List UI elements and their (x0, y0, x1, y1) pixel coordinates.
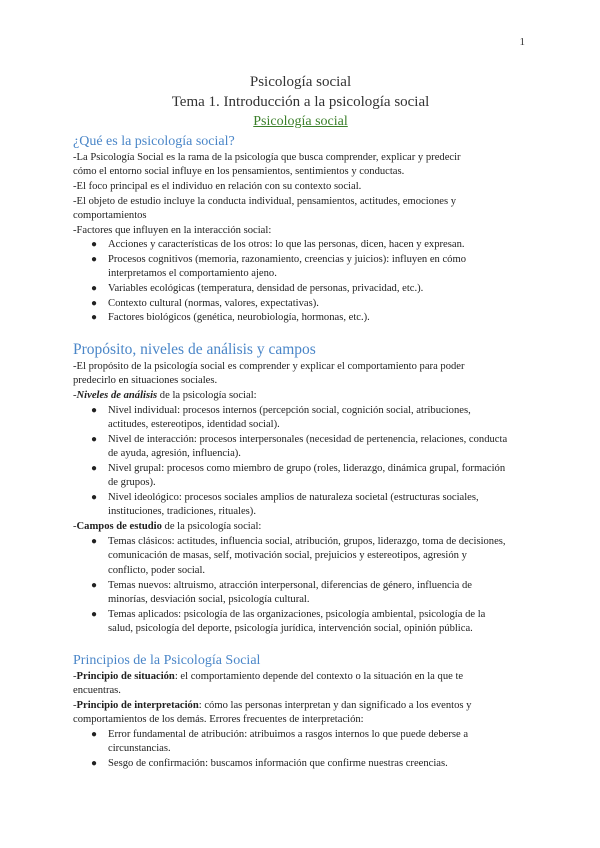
list-item: Nivel ideológico: procesos sociales amplios de naturaleza societal (estructuras sociales, (108, 492, 479, 503)
bullet-icon: ● (91, 405, 98, 416)
bullet-icon: ● (91, 312, 98, 323)
paragraph-line: -Campos de estudio de la psicología social: (73, 521, 262, 532)
list-item-cont: actitudes, estereotipos, identidad social). (108, 419, 280, 430)
paragraph-line: predecirlo en situaciones sociales. (73, 375, 218, 386)
list-item: Nivel individual: procesos internos (percepción social, cognición social, atribuciones, (108, 405, 471, 416)
list-item: Sesgo de confirmación: buscamos información que confirme nuestras creencias. (108, 758, 448, 769)
list-item-cont: de grupos). (108, 477, 156, 488)
list-item-cont: instituciones, tradiciones, rituales). (108, 506, 256, 517)
list-item: Nivel de interacción: procesos interpersonales (necesidad de pertenencia, relaciones, conducta (108, 434, 508, 445)
bullet-icon: ● (91, 298, 98, 309)
list-item: Temas clásicos: actitudes, influencia social, atribución, grupos, liderazgo, toma de decisiones, (108, 536, 506, 547)
list-item-cont: de ayuda, agresión, influencia). (108, 448, 241, 459)
paragraph-line: -El propósito de la psicología social es comprender y explicar el comportamiento para poder (73, 361, 465, 372)
list-item: Temas nuevos: altruismo, atracción interpersonal, diferencias de género, influencia de (108, 580, 473, 591)
list-item: Nivel grupal: procesos como miembro de grupo (roles, liderazgo, dinámica grupal, formación (108, 463, 506, 474)
list-item-cont: interpretamos el comportamiento ajeno. (108, 268, 277, 279)
bullet-icon: ● (91, 463, 98, 474)
list-item-cont: minorías, desviación social, psicología cultural. (108, 594, 310, 605)
bullet-icon: ● (91, 283, 98, 294)
paragraph-line: encuentras. (73, 685, 121, 696)
list-item: Error fundamental de atribución: atribuimos a rasgos internos lo que puede deberse a (108, 729, 469, 740)
heading-principios: Principios de la Psicología Social (73, 653, 261, 668)
list-item-cont: conflicto, poder social. (108, 565, 206, 576)
heading-proposito: Propósito, niveles de análisis y campos (73, 341, 316, 358)
paragraph-line: -Principio de interpretación: cómo las personas interpretan y dan significado a los eventos y (73, 700, 472, 711)
section-link-title[interactable]: Psicología social (253, 114, 348, 129)
bullet-icon: ● (91, 434, 98, 445)
page-number: 1 (519, 36, 525, 48)
list-item-cont: comunicación de masas, self, motivación social, prejuicios y estereotipos, agresión y (108, 550, 467, 561)
bullet-icon: ● (91, 729, 98, 740)
paragraph-line: -El objeto de estudio incluye la conducta individual, pensamientos, actitudes, emociones y (73, 196, 457, 207)
document-subtitle: Tema 1. Introducción a la psicología social (171, 94, 430, 110)
document-title: Psicología social (249, 74, 352, 90)
paragraph-line: -Factores que influyen en la interacción social: (73, 225, 272, 236)
paragraph-line: -El foco principal es el individuo en relación con su contexto social. (73, 181, 362, 192)
list-item: Contexto cultural (normas, valores, expectativas). (108, 298, 319, 309)
paragraph-line: comportamientos (73, 210, 147, 221)
list-item: Acciones y características de los otros: lo que las personas, dicen, hacen y expresan. (108, 239, 465, 250)
list-item: Factores biológicos (genética, neurobiología, hormonas, etc.). (108, 312, 370, 323)
bullet-icon: ● (91, 492, 98, 503)
bullet-icon: ● (91, 536, 98, 547)
bullet-icon: ● (91, 239, 98, 250)
list-item: Procesos cognitivos (memoria, razonamiento, creencias y juicios): influyen en cómo (108, 254, 467, 265)
list-item-cont: salud, psicología del deporte, psicología jurídica, intervención social, opinión pública. (108, 623, 473, 634)
paragraph-line: cómo el entorno social influye en los pensamientos, sentimientos y conductas. (73, 166, 405, 177)
paragraph-line: -Niveles de análisis de la psicología social: (73, 390, 257, 401)
paragraph-line: -La Psicología Social es la rama de la psicología que busca comprender, explicar y predecir (73, 152, 461, 163)
list-item: Temas aplicados: psicología de las organizaciones, psicología ambiental, psicología de la (108, 609, 486, 620)
bullet-icon: ● (91, 758, 98, 769)
bullet-icon: ● (91, 609, 98, 620)
heading-que-es: ¿Qué es la psicología social? (73, 134, 235, 149)
paragraph-line: -Principio de situación: el comportamiento depende del contexto o la situación en la que te (73, 671, 464, 682)
list-item-cont: circunstancias. (108, 743, 171, 754)
list-item: Variables ecológicas (temperatura, densidad de personas, privacidad, etc.). (108, 283, 424, 294)
bullet-icon: ● (91, 254, 98, 265)
bullet-icon: ● (91, 580, 98, 591)
paragraph-line: comportamientos de los demás. Errores frecuentes de interpretación: (73, 714, 364, 725)
